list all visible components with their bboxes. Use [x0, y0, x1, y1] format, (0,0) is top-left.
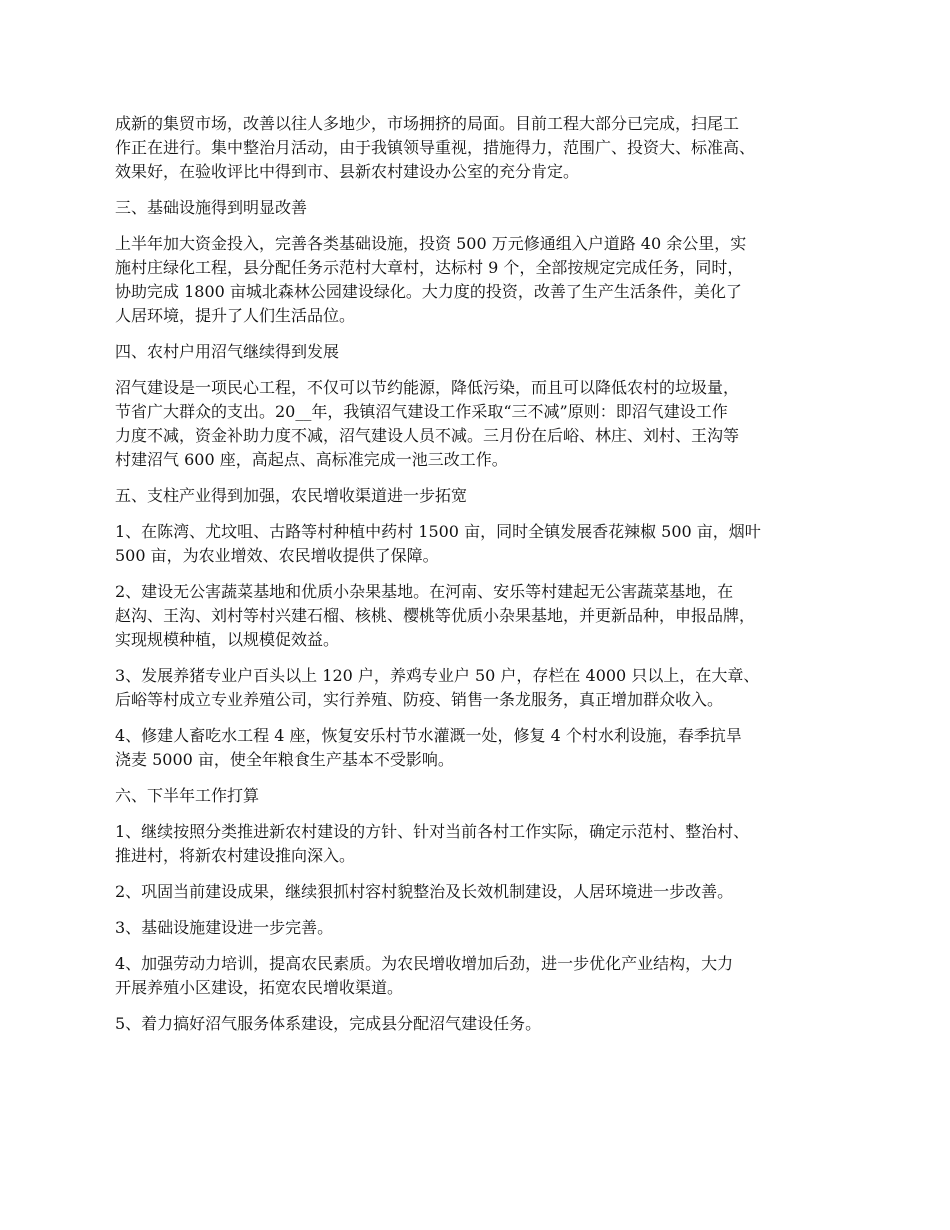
text-line: 3、发展养猪专业户百头以上 120 户，养鸡专业户 50 户，存栏在 4000 只以上，在大章、 — [115, 666, 760, 685]
text-line: 施村庄绿化工程，县分配任务示范村大章村，达标村 9 个，全部按规定完成任务，同时， — [115, 258, 744, 277]
list-item-plan-2 — [115, 880, 855, 904]
text-line: 1、继续按照分类推进新农村建设的方针、针对当前各村工作实际，确定示范村、整治村、 — [115, 822, 750, 841]
list-item-industry-3 — [115, 664, 855, 712]
text-line: 成新的集贸市场，改善以往人多地少，市场拥挤的局面。目前工程大部分已完成，扫尾工 — [115, 114, 740, 133]
section-heading-infrastructure — [115, 196, 855, 220]
document-page — [115, 112, 855, 1048]
section-heading-industry — [115, 484, 855, 508]
list-item-plan-5 — [115, 1012, 855, 1036]
list-item-industry-4 — [115, 724, 855, 772]
heading-text: 六、下半年工作打算 — [115, 786, 260, 805]
text-line: 浇麦 5000 亩，使全年粮食生产基本不受影响。 — [115, 750, 454, 769]
text-line: 开展养殖小区建设，拓宽农民增收渠道。 — [115, 978, 404, 997]
section-heading-plans — [115, 784, 855, 808]
text-line: 上半年加大资金投入，完善各类基础设施，投资 500 万元修通组入户道路 40 余公里，实 — [115, 234, 747, 253]
text-line: 4、加强劳动力培训，提高农民素质。为农民增收增加后劲，进一步优化产业结构，大力 — [115, 954, 734, 973]
text-line: 沼气建设是一项民心工程，不仅可以节约能源，降低污染，而且可以降低农村的垃圾量， — [115, 378, 740, 397]
text-line: 实现规模种植，以规模促效益。 — [115, 630, 340, 649]
text-line: 2、巩固当前建设成果，继续狠抓村容村貌整治及长效机制建设，人居环境进一步改善。 — [115, 882, 734, 901]
list-item-plan-1 — [115, 820, 855, 868]
paragraph-market-completion — [115, 112, 855, 184]
text-line: 效果好，在验收评比中得到市、县新农村建设办公室的充分肯定。 — [115, 162, 580, 181]
text-line: 推进村，将新农村建设推向深入。 — [115, 846, 356, 865]
list-item-industry-1 — [115, 520, 855, 568]
paragraph-biogas — [115, 376, 855, 472]
text-line: 5、着力搞好沼气服务体系建设，完成县分配沼气建设任务。 — [115, 1014, 542, 1033]
text-line: 作正在进行。集中整治月活动，由于我镇领导重视，措施得力，范围广、投资大、标准高、 — [115, 138, 756, 157]
text-line: 2、建设无公害蔬菜基地和优质小杂果基地。在河南、安乐等村建起无公害蔬菜基地，在 — [115, 582, 734, 601]
section-heading-biogas — [115, 340, 855, 364]
list-item-industry-2 — [115, 580, 855, 652]
text-line: 4、修建人畜吃水工程 4 座，恢复安乐村节水灌溉一处，修复 4 个村水利设施，春季抗旱 — [115, 726, 742, 745]
list-item-plan-4 — [115, 952, 855, 1000]
text-line: 节省广大群众的支出。20__年，我镇沼气建设工作采取“三不减”原则：即沼气建设工作 — [115, 402, 728, 421]
text-line: 500 亩，为农业增效、农民增收提供了保障。 — [115, 546, 439, 565]
paragraph-infrastructure — [115, 232, 855, 328]
text-line: 后峪等村成立专业养殖公司，实行养殖、防疫、销售一条龙服务，真正增加群众收入。 — [115, 690, 724, 709]
text-line: 人居环境，提升了人们生活品位。 — [115, 306, 356, 325]
text-line: 1、在陈湾、尤坟咀、古路等村种植中药村 1500 亩，同时全镇发展香花辣椒 500 亩，烟叶 — [115, 522, 761, 541]
text-line: 赵沟、王沟、刘村等村兴建石榴、核桃、樱桃等优质小杂果基地，并更新品种，申报品牌， — [115, 606, 756, 625]
list-item-plan-3 — [115, 916, 855, 940]
heading-text: 三、基础设施得到明显改善 — [115, 198, 308, 217]
text-line: 协助完成 1800 亩城北森林公园建设绿化。大力度的投资，改善了生产生活条件，美化了 — [115, 282, 742, 301]
heading-text: 四、农村户用沼气继续得到发展 — [115, 342, 340, 361]
text-line: 3、基础设施建设进一步完善。 — [115, 918, 334, 937]
text-line: 力度不减，资金补助力度不减，沼气建设人员不减。三月份在后峪、林庄、刘村、王沟等 — [115, 426, 740, 445]
heading-text: 五、支柱产业得到加强，农民增收渠道进一步拓宽 — [115, 486, 468, 505]
text-line: 村建沼气 600 座，高起点、高标准完成一池三改工作。 — [115, 450, 508, 469]
